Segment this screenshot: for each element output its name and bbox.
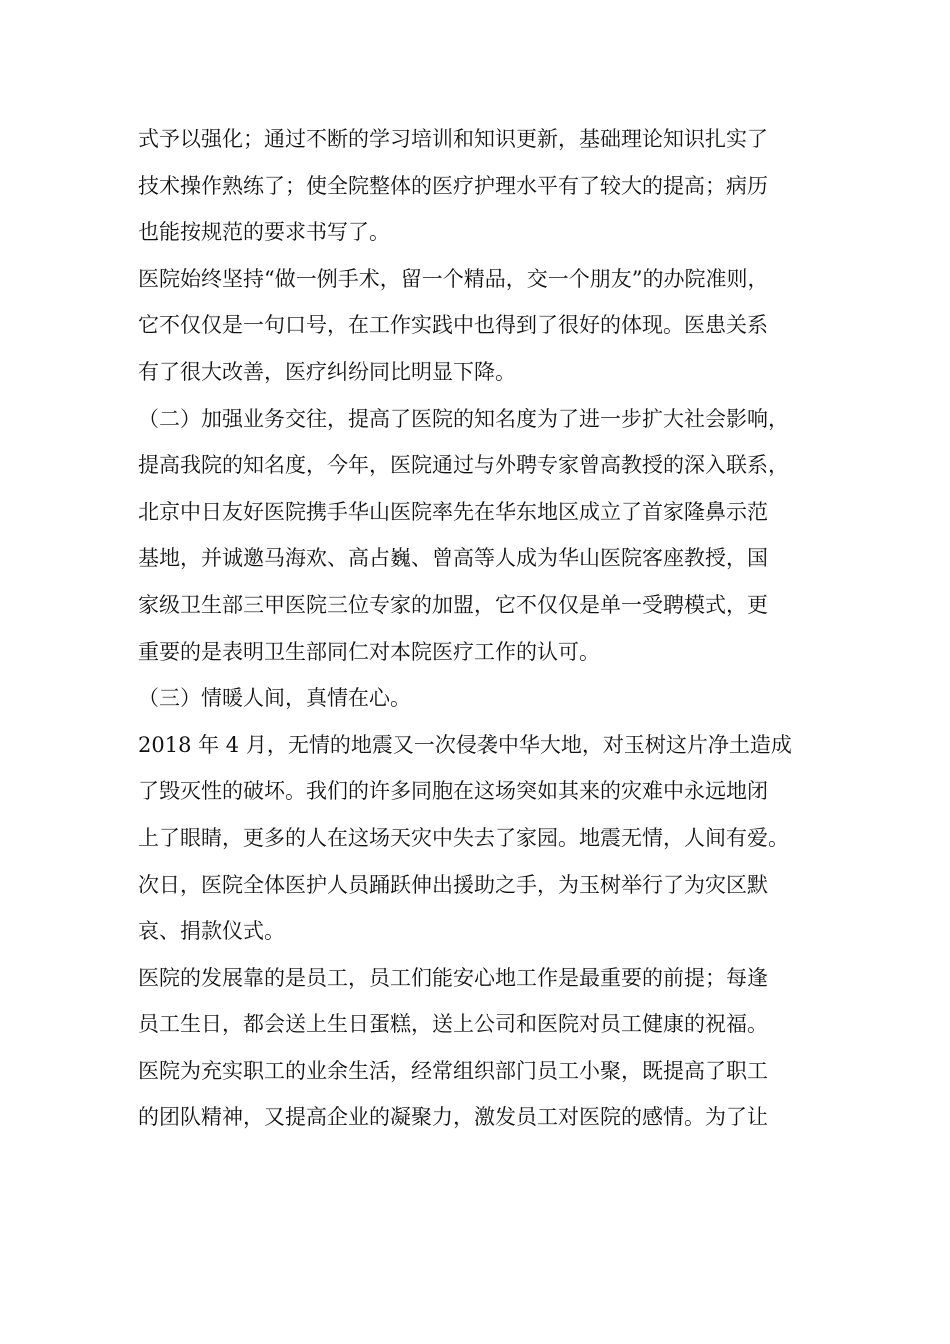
text-line: 技术操作熟练了；使全院整体的医疗护理水平有了较大的提高；病历 — [138, 173, 768, 198]
text-line: 有了很大改善，医疗纠纷同比明显下降。 — [138, 359, 516, 384]
text-line: 员工生日，都会送上生日蛋糕，送上公司和医院对员工健康的祝福。 — [138, 1012, 768, 1037]
text-line: 的团队精神，又提高企业的凝聚力，激发员工对医院的感情。为了让 — [138, 1105, 768, 1130]
text-line: （三）情暖人间，真情在心。 — [138, 686, 411, 711]
text-line: 它不仅仅是一句口号，在工作实践中也得到了很好的体现。医患关系 — [138, 313, 768, 338]
text-line: 式予以强化；通过不断的学习培训和知识更新，基础理论知识扎实了 — [138, 127, 768, 151]
text-line: 医院为充实职工的业余生活，经常组织部门员工小聚，既提高了职工 — [138, 1058, 768, 1083]
text-line: 了毁灭性的破坏。我们的许多同胞在这场突如其来的灾难中永远地闭 — [138, 779, 768, 804]
text-line: 基地，并诚邀马海欢、高占巍、曾高等人成为华山医院客座教授，国 — [138, 546, 768, 571]
text-line: 上了眼睛，更多的人在这场天灾中失去了家园。地震无情，人间有爱。 — [138, 825, 789, 850]
text-line: （二）加强业务交往，提高了医院的知名度为了进一步扩大社会影响， — [138, 406, 789, 431]
text-line: 医院始终坚持“做一例手术，留一个精品，交一个朋友”的办院准则， — [138, 266, 769, 291]
text-line: 家级卫生部三甲医院三位专家的加盟，它不仅仅是单一受聘模式，更 — [138, 592, 768, 617]
document-body — [138, 116, 828, 1141]
text-line: 次日，医院全体医护人员踊跃伸出援助之手，为玉树举行了为灾区默 — [138, 872, 768, 897]
text-line: 北京中日友好医院携手华山医院率先在华东地区成立了首家隆鼻示范 — [138, 499, 768, 524]
text-line: 提高我院的知名度，今年，医院通过与外聘专家曾高教授的深入联系， — [138, 453, 789, 478]
text-line: 重要的是表明卫生部同仁对本院医疗工作的认可。 — [138, 639, 600, 664]
text-line: 也能按规范的要求书写了。 — [138, 220, 390, 245]
text-line: 2018 年 4 月，无情的地震又一次侵袭中华大地，对玉树这片净土造成 — [138, 732, 792, 757]
text-line: 医院的发展靠的是员工，员工们能安心地工作是最重要的前提；每逢 — [138, 965, 768, 990]
text-line: 哀、捐款仪式。 — [138, 919, 285, 944]
